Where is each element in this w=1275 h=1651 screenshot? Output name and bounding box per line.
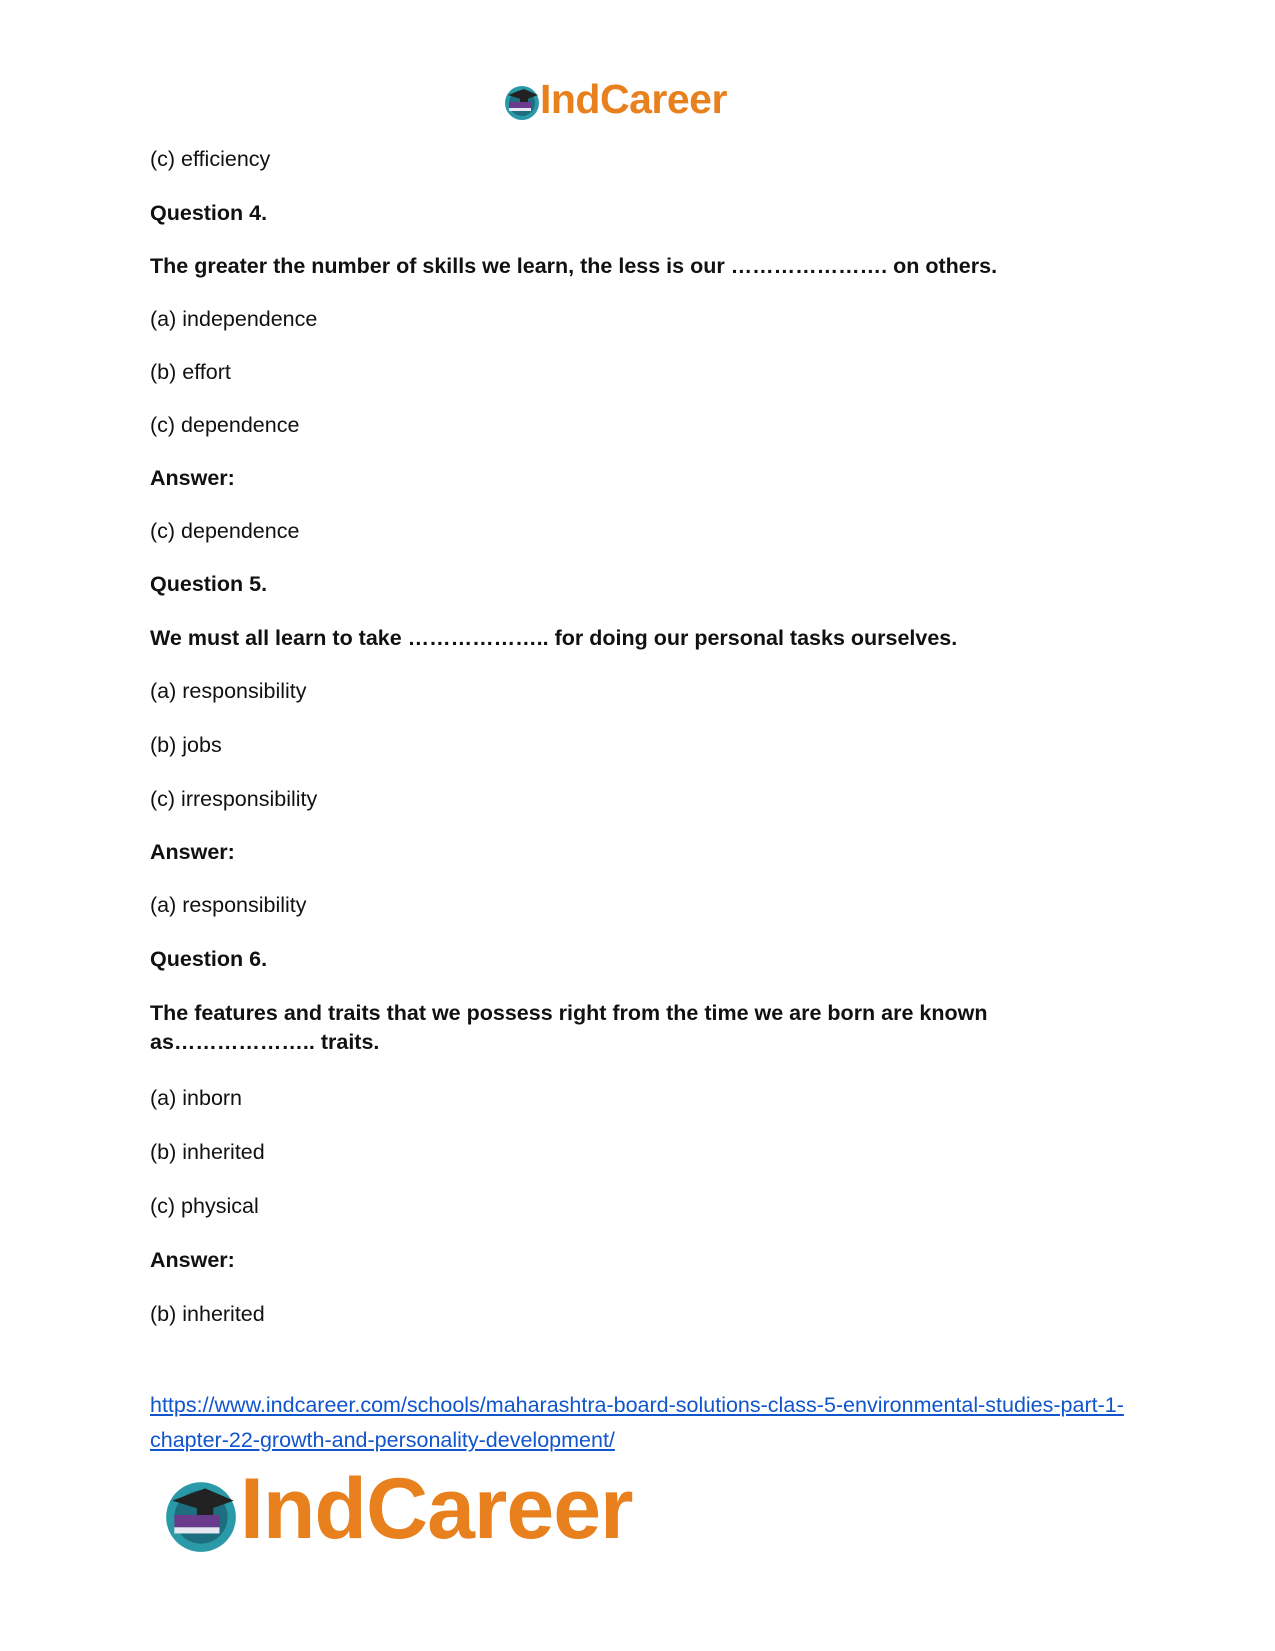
question-text: The features and traits that we possess right from the time we are born are known as……………….. traits.	[150, 1001, 988, 1054]
option-text: (c) dependence	[150, 413, 300, 437]
option-text: (a) independence	[150, 307, 318, 331]
option-text: (a) responsibility	[150, 679, 307, 703]
question-heading: Question 6.	[150, 947, 268, 971]
option-text: (c) physical	[150, 1194, 259, 1218]
graduation-cap-book-globe-icon	[502, 82, 542, 122]
option-text: (b) jobs	[150, 733, 222, 757]
question-text: The greater the number of skills we learn, the less is our …………………. on others.	[150, 254, 998, 278]
answer-text: (a) responsibility	[150, 893, 307, 917]
answer-text: (c) dependence	[150, 519, 300, 543]
question-heading: Question 5.	[150, 572, 268, 596]
option-text: (a) inborn	[150, 1086, 243, 1110]
source-link[interactable]: https://www.indcareer.com/schools/maharashtra-board-solutions-class-5-environmental-studies-part-1-chapter-22-growth-and-personality-development/	[150, 1393, 1124, 1452]
footer-logo-text: IndCareer	[240, 1461, 633, 1557]
option-text: (b) effort	[150, 360, 231, 384]
question-heading: Question 4.	[150, 201, 268, 225]
question-text: We must all learn to take ……………….. for doing our personal tasks ourselves.	[150, 626, 958, 650]
graduation-cap-book-globe-icon	[160, 1474, 242, 1556]
option-text: (b) inherited	[150, 1140, 265, 1164]
answer-label: Answer:	[150, 840, 235, 864]
option-text: (c) irresponsibility	[150, 787, 318, 811]
header-logo-text: IndCareer	[540, 76, 727, 122]
footer-logo	[160, 1461, 720, 1560]
answer-label: Answer:	[150, 466, 235, 490]
option-text: (c) efficiency	[150, 147, 271, 171]
answer-text: (b) inherited	[150, 1302, 265, 1326]
answer-label: Answer:	[150, 1248, 235, 1272]
